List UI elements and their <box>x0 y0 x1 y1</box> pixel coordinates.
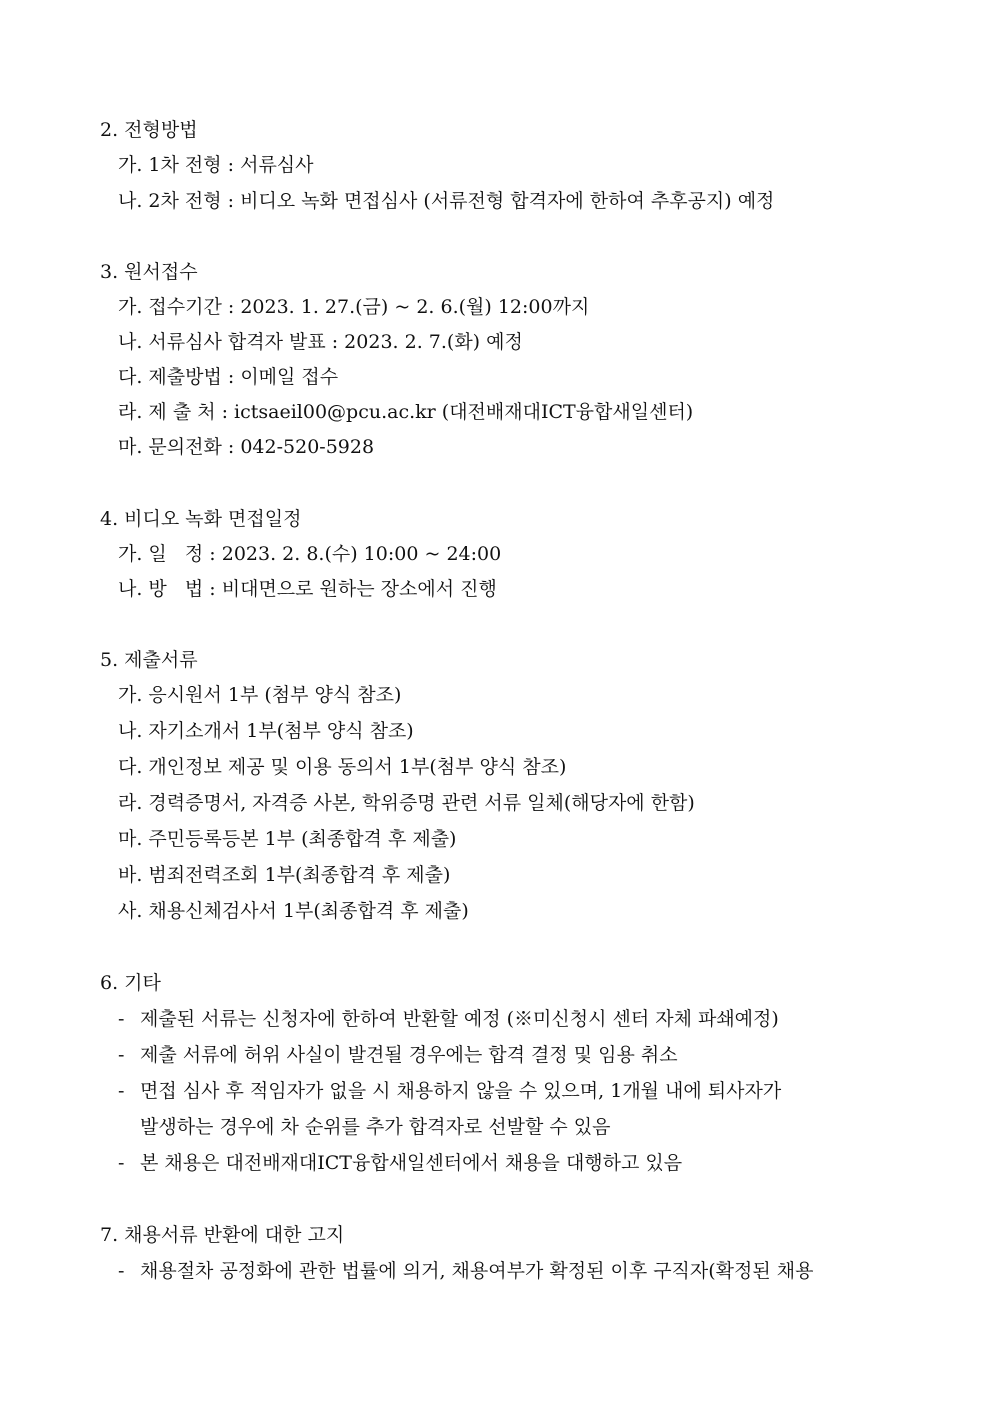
list-item: 가. 응시원서 1부 (첨부 양식 참조) <box>118 684 402 706</box>
list-item: 다. 개인정보 제공 및 이용 동의서 1부(첨부 양식 참조) <box>118 756 567 778</box>
section-heading: 3. 원서접수 <box>100 261 198 283</box>
bullet-item <box>118 1076 781 1106</box>
bullet-item <box>118 1040 678 1070</box>
bullet-text: 제출 서류에 허위 사실이 발견될 경우에는 합격 결정 및 임용 취소 <box>140 1044 678 1066</box>
section-heading: 6. 기타 <box>100 972 161 994</box>
bullet-item <box>118 1148 682 1178</box>
list-item: 사. 채용신체검사서 1부(최종합격 후 제출) <box>118 900 469 922</box>
list-item: 가. 접수기간 : 2023. 1. 27.(금) ~ 2. 6.(월) 12:00까지 <box>118 296 590 318</box>
list-item: 나. 자기소개서 1부(첨부 양식 참조) <box>118 720 414 742</box>
bullet-text: 제출된 서류는 신청자에 한하여 반환할 예정 (※미신청시 센터 자체 파쇄예정) <box>140 1008 779 1030</box>
list-item: 마. 주민등록등본 1부 (최종합격 후 제출) <box>118 828 457 850</box>
section-heading: 2. 전형방법 <box>100 119 198 141</box>
list-item: 나. 방 법 : 비대면으로 원하는 장소에서 진행 <box>118 578 497 600</box>
list-item: 나. 2차 전형 : 비디오 녹화 면접심사 (서류전형 합격자에 한하여 추후공지) 예정 <box>118 190 775 212</box>
list-item: 가. 1차 전형 : 서류심사 <box>118 154 314 176</box>
list-item: 바. 범죄전력조회 1부(최종합격 후 제출) <box>118 864 451 886</box>
list-item: 나. 서류심사 합격자 발표 : 2023. 2. 7.(화) 예정 <box>118 331 523 353</box>
bullet-text: 본 채용은 대전배재대ICT융합새일센터에서 채용을 대행하고 있음 <box>140 1152 683 1174</box>
dash-marker: - <box>118 1080 125 1102</box>
section-heading: 5. 제출서류 <box>100 649 198 671</box>
list-item: 가. 일 정 : 2023. 2. 8.(수) 10:00 ~ 24:00 <box>118 543 502 565</box>
list-item-email[interactable]: 라. 제 출 처 : ictsaeil00@pcu.ac.kr (대전배재대ICT융합새일센터) <box>118 401 694 423</box>
list-item: 라. 경력증명서, 자격증 사본, 학위증명 관련 서류 일체(해당자에 한함) <box>118 792 695 814</box>
dash-marker: - <box>118 1044 125 1066</box>
bullet-item <box>118 1256 814 1286</box>
section-heading: 4. 비디오 녹화 면접일정 <box>100 508 302 530</box>
bullet-item <box>118 1004 779 1034</box>
section-heading: 7. 채용서류 반환에 대한 고지 <box>100 1224 345 1246</box>
dash-marker: - <box>118 1008 125 1030</box>
bullet-text: 채용절차 공정화에 관한 법률에 의거, 채용여부가 확정된 이후 구직자(확정된 채용 <box>140 1260 814 1282</box>
dash-marker: - <box>118 1152 125 1174</box>
dash-marker: - <box>118 1260 125 1282</box>
bullet-text: 면접 심사 후 적임자가 없을 시 채용하지 않을 수 있으며, 1개월 내에 퇴사자가 <box>140 1080 782 1102</box>
bullet-continuation: 발생하는 경우에 차 순위를 추가 합격자로 선발할 수 있음 <box>140 1116 611 1138</box>
list-item: 다. 제출방법 : 이메일 접수 <box>118 366 339 388</box>
list-item-phone: 마. 문의전화 : 042-520-5928 <box>118 436 375 458</box>
